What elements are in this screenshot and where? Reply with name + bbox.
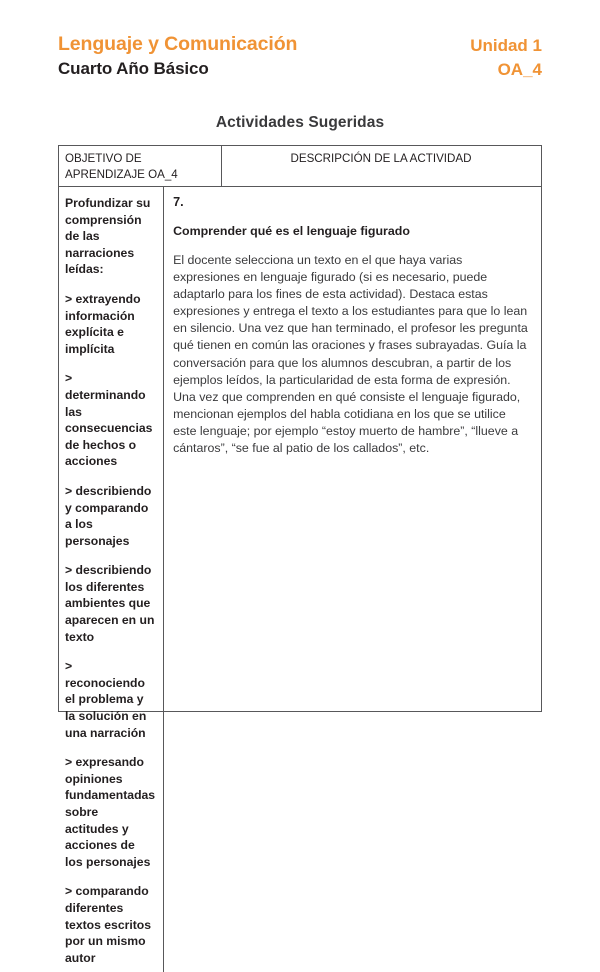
oa-code-label: OA_4: [497, 60, 542, 79]
subject-title: Lenguaje y Comunicación: [58, 33, 298, 55]
objective-text: [65, 192, 155, 966]
objective-bullet: > reconociendo el problema y la solución en una narración: [65, 659, 147, 740]
activities-table: [58, 145, 542, 965]
objective-cell: [59, 187, 164, 972]
objective-bullet: > determinando las consecuencias de hechos o acciones: [65, 371, 153, 469]
table-header-description: DESCRIPCIÓN DE LA ACTIVIDAD: [290, 152, 472, 165]
unit-label: Unidad 1: [470, 36, 542, 55]
masthead: [58, 32, 542, 81]
objective-bullet: > describiendo los diferentes ambientes que aparecen en un texto: [65, 563, 155, 644]
table-header-objective: OBJETIVO DE APRENDIZAJE OA_4: [59, 146, 222, 186]
table-body-row: [59, 187, 541, 972]
objective-bullet: > describiendo y comparando a los personajes: [65, 483, 152, 548]
activity-body-text: El docente selecciona un texto en el que haya varias expresiones en lenguaje figurado (si es necesario, puede adaptarlo para los fines de esta actividad). Destaca estas expresiones y entrega el texto a los estudiantes para que lo lean en silencio. Una vez que han terminado, el profesor les pregunta qué tienen en común las oraciones y frases subrayadas. Guía la conversación para que los alumnos descubran, a partir de los ejemplos leídos, la particularidad de esta forma de expresión. Una vez que comprenden en qué consiste el lenguaje figurado, mencionan ejemplos del habla cotidiana en los que se utilice este lenguaje; por ejemplo “estoy muerto de hambre”, “llueve a cántaros”, “se fue al patio de los callados”, etc.: [173, 253, 528, 456]
activity-number: 7.: [173, 195, 184, 209]
masthead-left: [58, 32, 297, 80]
objective-bullet: > expresando opiniones fundamentadas sobre actitudes y acciones de los personajes: [65, 755, 156, 869]
grade-title: Cuarto Año Básico: [58, 59, 209, 78]
activity-heading: Comprender qué es el lenguaje figurado: [173, 224, 410, 238]
table-header-row: [59, 146, 541, 187]
masthead-right: [470, 32, 542, 81]
objective-bullet: > comparando diferentes textos escritos por un mismo autor: [65, 884, 152, 965]
activity-cell: [164, 187, 541, 972]
objective-bullet: > extrayendo información explícita e implícita: [65, 291, 141, 356]
objective-intro: Profundizar su comprensión de las narraciones leídas:: [65, 196, 151, 277]
page-title: Actividades Sugeridas: [215, 114, 385, 131]
